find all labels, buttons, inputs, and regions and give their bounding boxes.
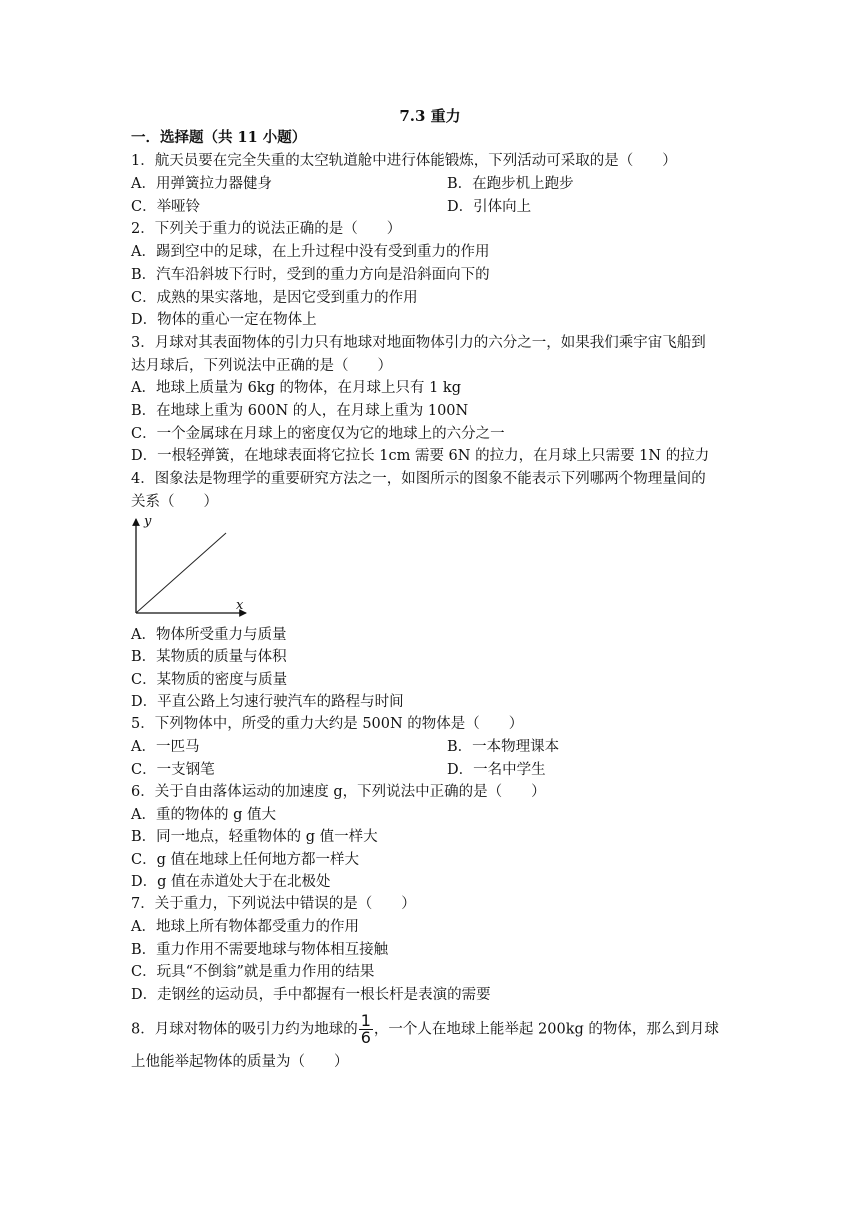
q2-option-b: B．汽车沿斜坡下行时，受到的重力方向是沿斜面向下的	[131, 267, 490, 283]
q6-option-d: D．g 值在赤道处大于在北极处	[131, 874, 331, 890]
q4-option-b: B．某物质的质量与体积	[131, 649, 287, 665]
q3-option-d: D．一根轻弹簧，在地球表面将它拉长 1cm 需要 6N 的拉力，在月球上只需要 1N 的拉力	[131, 448, 710, 464]
q6-option-b: B．同一地点，轻重物体的 g 值一样大	[131, 829, 378, 845]
q8-stem-line1	[131, 1013, 719, 1046]
q4-option-c: C．某物质的密度与质量	[131, 672, 288, 688]
q3-stem-line2: 达月球后，下列说法中正确的是（ ）	[131, 358, 392, 374]
q2-option-d: D．物体的重心一定在物体上	[131, 312, 317, 328]
one-sixth-fraction	[359, 1013, 373, 1046]
fraction-denominator: 6	[360, 1028, 371, 1047]
q5-option-a: A．一匹马	[131, 739, 200, 755]
q4-option-a: A．物体所受重力与质量	[131, 627, 287, 643]
q4-stem-line2: 关系（ ）	[131, 494, 218, 510]
q8-stem-line2: 上他能举起物体的质量为（ ）	[131, 1054, 349, 1070]
q1-stem: 1．航天员要在完全失重的太空轨道舱中进行体能锻炼，下列活动可采取的是（ ）	[131, 153, 677, 169]
q6-option-a: A．重的物体的 g 值大	[131, 807, 276, 823]
fraction-numerator: 1	[360, 1011, 371, 1030]
q7-stem: 7．关于重力，下列说法中错误的是（ ）	[131, 896, 416, 912]
section-heading: 一．选择题（共 11 小题）	[131, 129, 307, 146]
q7-option-d: D．走钢丝的运动员，手中都握有一根长杆是表演的需要	[131, 987, 491, 1003]
q5-option-b: B．一本物理课本	[447, 739, 560, 755]
linear-graph-figure	[128, 513, 250, 617]
q6-option-c: C．g 值在地球上任何地方都一样大	[131, 852, 359, 868]
q5-stem: 5．下列物体中，所受的重力大约是 500N 的物体是（ ）	[131, 716, 524, 732]
q1-option-a: A．用弹簧拉力器健身	[131, 176, 272, 192]
q5-option-d: D．一名中学生	[447, 762, 546, 778]
q8-stem-part2: ，一个人在地球上能举起 200kg 的物体，那么到月球	[373, 1021, 719, 1038]
q2-option-a: A．踢到空中的足球，在上升过程中没有受到重力的作用	[131, 244, 490, 260]
q3-option-c: C．一个金属球在月球上的密度仅为它的地球上的六分之一	[131, 426, 505, 442]
q3-option-b: B．在地球上重为 600N 的人，在月球上重为 100N	[131, 403, 469, 419]
q3-option-a: A．地球上质量为 6kg 的物体，在月球上只有 1 kg	[131, 380, 461, 396]
q5-option-c: C．一支钢笔	[131, 762, 215, 778]
q2-stem: 2．下列关于重力的说法正确的是（ ）	[131, 221, 402, 237]
q8-stem-part1: 8．月球对物体的吸引力约为地球的	[131, 1021, 358, 1038]
page-title: 7.3 重力	[399, 107, 461, 125]
q3-stem-line1: 3．月球对其表面物体的引力只有地球对地面物体引力的六分之一，如果我们乘宇宙飞船到	[131, 335, 706, 351]
x-axis-label: x	[236, 598, 244, 613]
q1-option-d: D．引体向上	[447, 199, 532, 215]
q7-option-b: B．重力作用不需要地球与物体相互接触	[131, 942, 389, 958]
proportional-line	[136, 533, 226, 613]
q4-stem-line1: 4．图象法是物理学的重要研究方法之一，如图所示的图象不能表示下列哪两个物理量间的	[131, 471, 706, 487]
q7-option-a: A．地球上所有物体都受重力的作用	[131, 919, 359, 935]
q6-stem: 6．关于自由落体运动的加速度 g，下列说法中正确的是（ ）	[131, 784, 546, 800]
y-axis-label: y	[144, 514, 152, 529]
q4-option-d: D．平直公路上匀速行驶汽车的路程与时间	[131, 694, 404, 710]
q2-option-c: C．成熟的果实落地，是因它受到重力的作用	[131, 290, 418, 306]
q1-option-c: C．举哑铃	[131, 199, 201, 215]
q7-option-c: C．玩具“不倒翁”就是重力作用的结果	[131, 964, 375, 980]
q1-option-b: B．在跑步机上跑步	[447, 176, 574, 192]
